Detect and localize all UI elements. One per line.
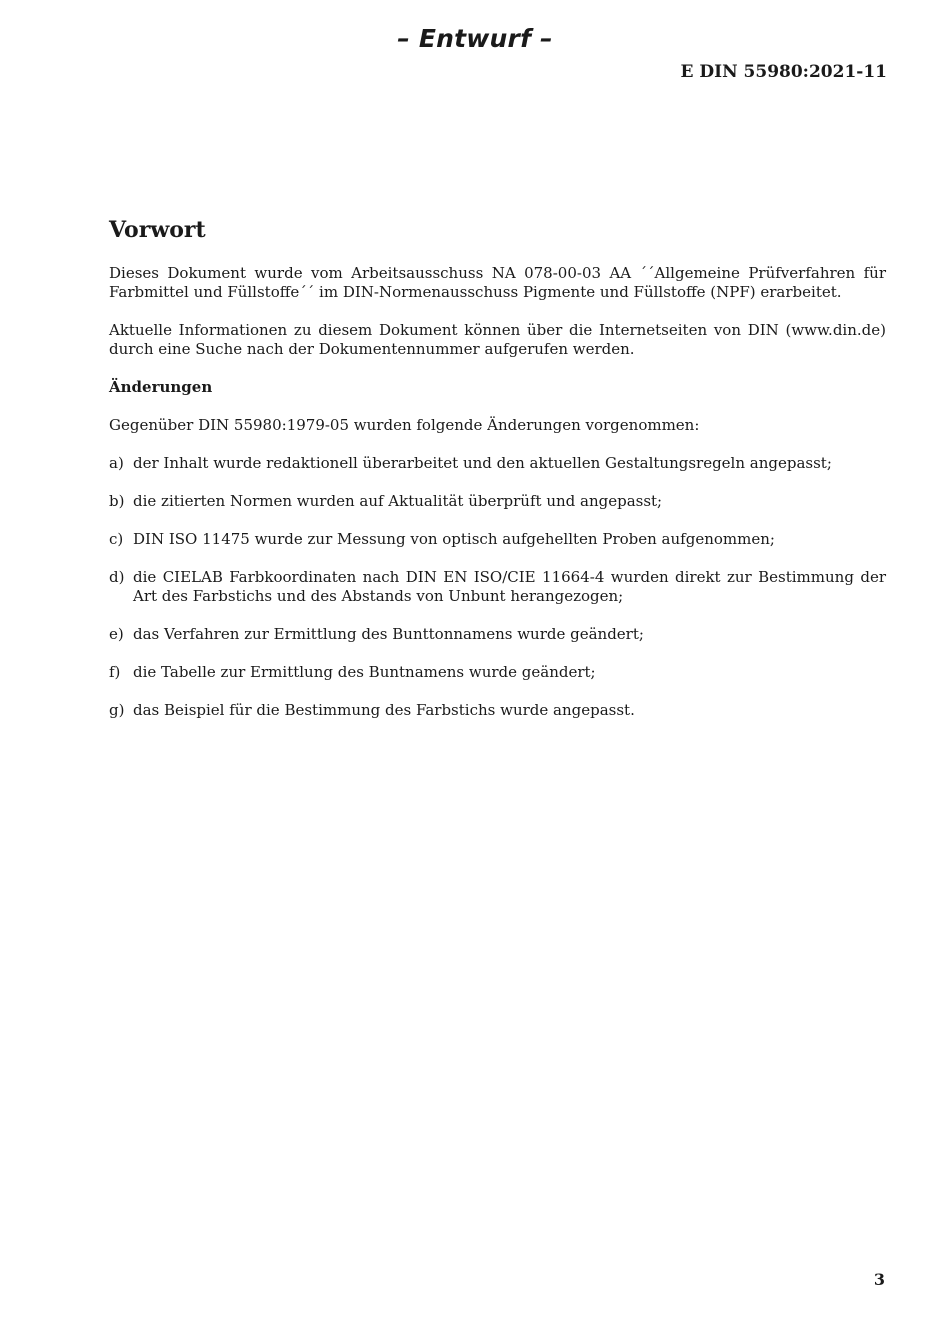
list-item-text: die CIELAB Farbkoordinaten nach DIN EN ISO/CIE 11664-4 wurden direkt zur Bestimmung der Art des Farbstichs und des Abstands von Unbunt herangezogen; bbox=[133, 568, 886, 605]
list-item-text: die zitierten Normen wurden auf Aktualität überprüft und angepasst; bbox=[133, 492, 663, 510]
list-item-text: das Beispiel für die Bestimmung des Farbstichs wurde angepasst. bbox=[133, 701, 635, 719]
document-id: E DIN 55980:2021-11 bbox=[680, 62, 887, 82]
list-marker: b) bbox=[109, 492, 125, 510]
page-number: 3 bbox=[873, 1270, 885, 1289]
list-item-text: der Inhalt wurde redaktionell überarbeitet und den aktuellen Gestaltungsregeln angepasst; bbox=[133, 454, 832, 472]
paragraph: Dieses Dokument wurde vom Arbeitsausschuss NA 078-00-03 AA ´´Allgemeine Prüfverfahren für Farbmittel und Füllstoffe´´ im DIN-Normenausschuss Pigmente und Füllstoffe (NPF) erarbeitet. bbox=[109, 264, 886, 301]
list-item-text: das Verfahren zur Ermittlung des Bunttonnamens wurde geändert; bbox=[133, 625, 644, 643]
list-marker: e) bbox=[109, 625, 124, 643]
list-marker: a) bbox=[109, 454, 124, 472]
list-item bbox=[109, 701, 886, 720]
list-marker: f) bbox=[109, 663, 121, 681]
list-marker: g) bbox=[109, 701, 125, 719]
list-item-text: die Tabelle zur Ermittlung des Buntnamens wurde geändert; bbox=[133, 663, 596, 681]
foreword-section bbox=[109, 216, 886, 739]
changes-heading: Änderungen bbox=[109, 378, 213, 396]
list-item bbox=[109, 625, 886, 644]
section-title: Vorwort bbox=[109, 217, 206, 243]
list-marker: d) bbox=[109, 568, 125, 586]
list-item bbox=[109, 454, 886, 473]
list-item bbox=[109, 663, 886, 682]
changes-list bbox=[109, 454, 886, 720]
paragraph: Aktuelle Informationen zu diesem Dokument können über die Internetseiten von DIN (www.din.de) durch eine Suche nach der Dokumentennummer aufgerufen werden. bbox=[109, 321, 886, 358]
list-item bbox=[109, 568, 886, 606]
list-marker: c) bbox=[109, 530, 124, 548]
draft-watermark-title: – Entwurf – bbox=[397, 24, 553, 53]
list-item-text: DIN ISO 11475 wurde zur Messung von optisch aufgehellten Proben aufgenommen; bbox=[133, 530, 775, 548]
list-item bbox=[109, 492, 886, 511]
list-item bbox=[109, 530, 886, 549]
changes-intro: Gegenüber DIN 55980:1979-05 wurden folgende Änderungen vorgenommen: bbox=[109, 416, 700, 434]
